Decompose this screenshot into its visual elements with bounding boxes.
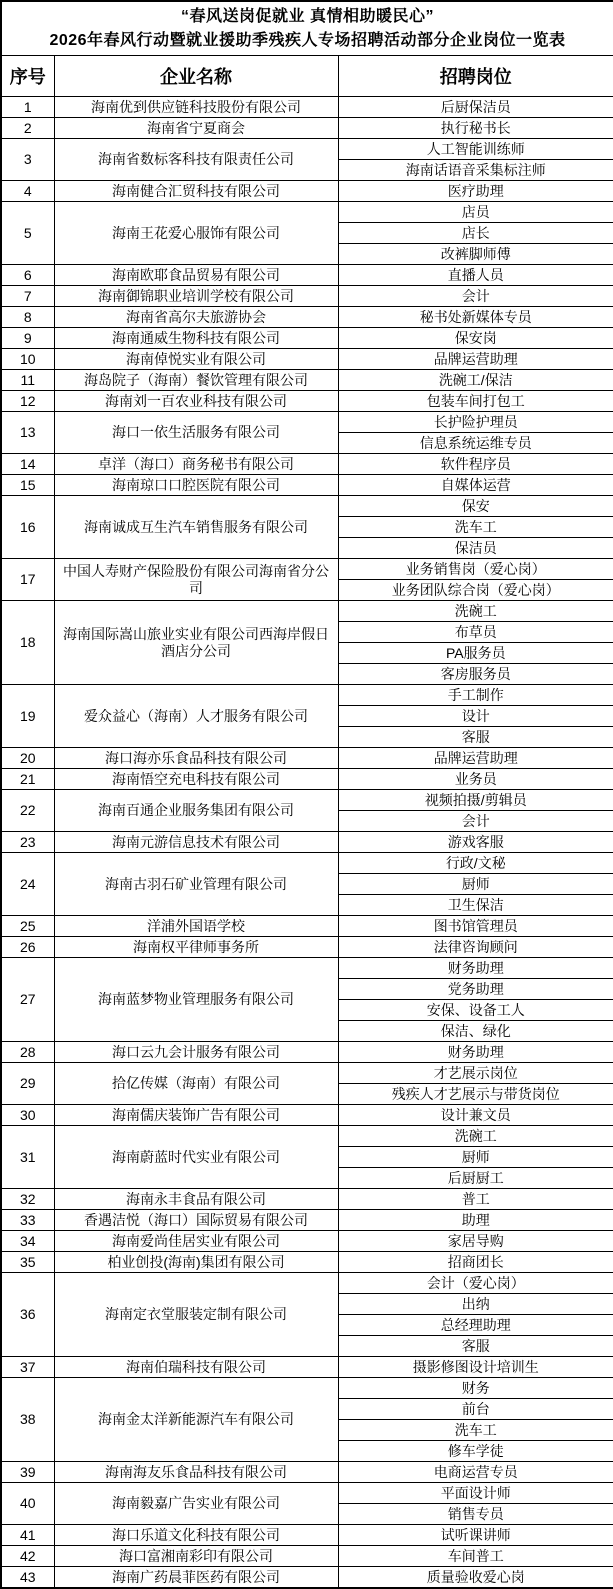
row-number-cell: 41 xyxy=(1,1525,54,1546)
company-name-cell: 海南诚成互生汽车销售服务有限公司 xyxy=(54,496,338,559)
row-number-cell: 40 xyxy=(1,1483,54,1525)
company-name-cell: 海南省宁夏商会 xyxy=(54,118,338,139)
table-row xyxy=(1,349,613,370)
position-cell: 招商团长 xyxy=(338,1252,613,1273)
row-number-cell: 14 xyxy=(1,454,54,475)
table-row xyxy=(1,769,613,790)
position-cell: 海南话语音采集标注师 xyxy=(338,160,613,181)
company-name-cell: 海南永丰食品有限公司 xyxy=(54,1189,338,1210)
company-name-cell: 海南欧耶食品贸易有限公司 xyxy=(54,265,338,286)
company-name-cell: 海南省高尔夫旅游协会 xyxy=(54,307,338,328)
header-no: 序号 xyxy=(1,56,54,97)
table-row xyxy=(1,601,613,622)
table-row xyxy=(1,1273,613,1294)
position-cell: 行政/文秘 xyxy=(338,853,613,874)
row-number-cell: 24 xyxy=(1,853,54,916)
position-cell: 家居导购 xyxy=(338,1231,613,1252)
position-cell: 保安岗 xyxy=(338,328,613,349)
position-cell: 布草员 xyxy=(338,622,613,643)
company-name-cell: 海南伯瑞科技有限公司 xyxy=(54,1357,338,1378)
company-name-cell: 海南蔚蓝时代实业有限公司 xyxy=(54,1126,338,1189)
company-name-cell: 海南广药晨菲医药有限公司 xyxy=(54,1567,338,1589)
position-cell: 车间普工 xyxy=(338,1546,613,1567)
table-row xyxy=(1,181,613,202)
position-cell: 手工制作 xyxy=(338,685,613,706)
company-name-cell: 海南国际嵩山旅业实业有限公司西海岸假日酒店分公司 xyxy=(54,601,338,685)
position-cell: 品牌运营助理 xyxy=(338,349,613,370)
company-name-cell: 海口乐道文化科技有限公司 xyxy=(54,1525,338,1546)
table-row xyxy=(1,496,613,517)
table-row xyxy=(1,958,613,979)
row-number-cell: 16 xyxy=(1,496,54,559)
company-name-cell: 海南爱尚佳居实业有限公司 xyxy=(54,1231,338,1252)
header-row xyxy=(1,56,613,97)
row-number-cell: 22 xyxy=(1,790,54,832)
position-cell: 软件程序员 xyxy=(338,454,613,475)
row-number-cell: 42 xyxy=(1,1546,54,1567)
company-name-cell: 海南悟空充电科技有限公司 xyxy=(54,769,338,790)
company-name-cell: 海口富湘南彩印有限公司 xyxy=(54,1546,338,1567)
table-row xyxy=(1,1063,613,1084)
company-name-cell: 海口海亦乐食品科技有限公司 xyxy=(54,748,338,769)
table-row xyxy=(1,685,613,706)
row-number-cell: 20 xyxy=(1,748,54,769)
row-number-cell: 13 xyxy=(1,412,54,454)
position-cell: 图书馆管理员 xyxy=(338,916,613,937)
company-name-cell: 海南倬悦实业有限公司 xyxy=(54,349,338,370)
company-name-cell: 海南金太洋新能源汽车有限公司 xyxy=(54,1378,338,1462)
row-number-cell: 3 xyxy=(1,139,54,181)
position-cell: 洗车工 xyxy=(338,1420,613,1441)
table-row xyxy=(1,475,613,496)
row-number-cell: 30 xyxy=(1,1105,54,1126)
company-name-cell: 爱众益心（海南）人才服务有限公司 xyxy=(54,685,338,748)
row-number-cell: 9 xyxy=(1,328,54,349)
company-name-cell: 海南通威生物科技有限公司 xyxy=(54,328,338,349)
position-cell: 设计兼文员 xyxy=(338,1105,613,1126)
position-cell: 财务 xyxy=(338,1378,613,1399)
row-number-cell: 29 xyxy=(1,1063,54,1105)
table-row xyxy=(1,1231,613,1252)
position-cell: 保洁员 xyxy=(338,538,613,559)
company-name-cell: 海南琼口口腔医院有限公司 xyxy=(54,475,338,496)
position-cell: 设计 xyxy=(338,706,613,727)
position-cell: 厨师 xyxy=(338,1147,613,1168)
company-name-cell: 海南权平律师事务所 xyxy=(54,937,338,958)
position-cell: 客服 xyxy=(338,727,613,748)
company-name-cell: 海南海友乐食品科技有限公司 xyxy=(54,1462,338,1483)
table-row xyxy=(1,853,613,874)
company-name-cell: 香遇洁悦（海口）国际贸易有限公司 xyxy=(54,1210,338,1231)
position-cell: 会计 xyxy=(338,286,613,307)
table-row xyxy=(1,1252,613,1273)
row-number-cell: 1 xyxy=(1,97,54,118)
row-number-cell: 11 xyxy=(1,370,54,391)
table-row xyxy=(1,916,613,937)
row-number-cell: 19 xyxy=(1,685,54,748)
position-cell: 摄影修图设计培训生 xyxy=(338,1357,613,1378)
table-title xyxy=(1,1,613,56)
row-number-cell: 28 xyxy=(1,1042,54,1063)
table-row xyxy=(1,1567,613,1589)
position-cell: 洗碗工 xyxy=(338,1126,613,1147)
position-cell: 财务助理 xyxy=(338,1042,613,1063)
row-number-cell: 39 xyxy=(1,1462,54,1483)
table-row xyxy=(1,559,613,580)
company-name-cell: 海南儒庆装饰广告有限公司 xyxy=(54,1105,338,1126)
table-row xyxy=(1,937,613,958)
position-cell: 客房服务员 xyxy=(338,664,613,685)
table-row xyxy=(1,370,613,391)
company-name-cell: 海南元游信息技术有限公司 xyxy=(54,832,338,853)
position-cell: 安保、设备工人 xyxy=(338,1000,613,1021)
position-cell: 视频拍摄/剪辑员 xyxy=(338,790,613,811)
position-cell: 残疾人才艺展示与带货岗位 xyxy=(338,1084,613,1105)
row-number-cell: 18 xyxy=(1,601,54,685)
table-row xyxy=(1,1483,613,1504)
table-row xyxy=(1,832,613,853)
company-name-cell: 海南毅嘉广告实业有限公司 xyxy=(54,1483,338,1525)
table-row xyxy=(1,202,613,223)
company-name-cell: 海南优到供应链科技股份有限公司 xyxy=(54,97,338,118)
position-cell: 法律咨询顾问 xyxy=(338,937,613,958)
company-name-cell: 卓洋（海口）商务秘书有限公司 xyxy=(54,454,338,475)
position-cell: 自媒体运营 xyxy=(338,475,613,496)
company-name-cell: 海南省数标客科技有限责任公司 xyxy=(54,139,338,181)
position-cell: 客服 xyxy=(338,1336,613,1357)
position-cell: 医疗助理 xyxy=(338,181,613,202)
row-number-cell: 26 xyxy=(1,937,54,958)
row-number-cell: 25 xyxy=(1,916,54,937)
position-cell: 厨师 xyxy=(338,874,613,895)
position-cell: 店长 xyxy=(338,223,613,244)
company-name-cell: 海口一依生活服务有限公司 xyxy=(54,412,338,454)
company-name-cell: 海南蓝梦物业管理服务有限公司 xyxy=(54,958,338,1042)
row-number-cell: 8 xyxy=(1,307,54,328)
row-number-cell: 33 xyxy=(1,1210,54,1231)
row-number-cell: 4 xyxy=(1,181,54,202)
position-cell: 业务销售岗（爱心岗） xyxy=(338,559,613,580)
row-number-cell: 10 xyxy=(1,349,54,370)
position-cell: 游戏客服 xyxy=(338,832,613,853)
table-row xyxy=(1,1189,613,1210)
table-row xyxy=(1,97,613,118)
table-row xyxy=(1,265,613,286)
company-name-cell: 拾亿传媒（海南）有限公司 xyxy=(54,1063,338,1105)
row-number-cell: 15 xyxy=(1,475,54,496)
table-row xyxy=(1,1210,613,1231)
row-number-cell: 38 xyxy=(1,1378,54,1462)
table-row xyxy=(1,1357,613,1378)
table-row xyxy=(1,391,613,412)
company-name-cell: 海南古羽石矿业管理有限公司 xyxy=(54,853,338,916)
position-cell: 洗碗工 xyxy=(338,601,613,622)
company-name-cell: 海岛院子（海南）餐饮管理有限公司 xyxy=(54,370,338,391)
company-name-cell: 海南刘一百农业科技有限公司 xyxy=(54,391,338,412)
position-cell: 信息系统运维专员 xyxy=(338,433,613,454)
table-row xyxy=(1,454,613,475)
position-cell: 包装车间打包工 xyxy=(338,391,613,412)
position-cell: 店员 xyxy=(338,202,613,223)
company-name-cell: 海南御锦职业培训学校有限公司 xyxy=(54,286,338,307)
row-number-cell: 7 xyxy=(1,286,54,307)
row-number-cell: 36 xyxy=(1,1273,54,1357)
position-cell: 业务员 xyxy=(338,769,613,790)
table-row xyxy=(1,1126,613,1147)
position-cell: 直播人员 xyxy=(338,265,613,286)
position-cell: 党务助理 xyxy=(338,979,613,1000)
row-number-cell: 32 xyxy=(1,1189,54,1210)
position-cell: 秘书处新媒体专员 xyxy=(338,307,613,328)
title-main: 2026年春风行动暨就业援助季残疾人专场招聘活动部分企业岗位一览表 xyxy=(49,31,566,49)
row-number-cell: 6 xyxy=(1,265,54,286)
company-name-cell: 柏业创投(海南)集团有限公司 xyxy=(54,1252,338,1273)
table-row xyxy=(1,748,613,769)
table-row xyxy=(1,412,613,433)
position-cell: 财务助理 xyxy=(338,958,613,979)
header-position: 招聘岗位 xyxy=(338,56,613,97)
table-row xyxy=(1,328,613,349)
header-company: 企业名称 xyxy=(54,56,338,97)
position-cell: 保安 xyxy=(338,496,613,517)
position-cell: 人工智能训练师 xyxy=(338,139,613,160)
row-number-cell: 37 xyxy=(1,1357,54,1378)
company-name-cell: 海南百通企业服务集团有限公司 xyxy=(54,790,338,832)
row-number-cell: 5 xyxy=(1,202,54,265)
position-cell: 修车学徒 xyxy=(338,1441,613,1462)
table-row xyxy=(1,1546,613,1567)
position-cell: 品牌运营助理 xyxy=(338,748,613,769)
position-cell: 会计（爱心岗） xyxy=(338,1273,613,1294)
company-name-cell: 海南健合汇贸科技有限公司 xyxy=(54,181,338,202)
row-number-cell: 23 xyxy=(1,832,54,853)
position-cell: 平面设计师 xyxy=(338,1483,613,1504)
row-number-cell: 31 xyxy=(1,1126,54,1189)
position-cell: 保洁、绿化 xyxy=(338,1021,613,1042)
position-cell: PA服务员 xyxy=(338,643,613,664)
title-row xyxy=(1,1,613,56)
position-cell: 质量验收爱心岗 xyxy=(338,1567,613,1589)
company-name-cell: 海口云九会计服务有限公司 xyxy=(54,1042,338,1063)
row-number-cell: 2 xyxy=(1,118,54,139)
table-row xyxy=(1,286,613,307)
table-row xyxy=(1,790,613,811)
position-cell: 卫生保洁 xyxy=(338,895,613,916)
position-cell: 长护险护理员 xyxy=(338,412,613,433)
position-cell: 后厨厨工 xyxy=(338,1168,613,1189)
position-cell: 洗车工 xyxy=(338,517,613,538)
row-number-cell: 43 xyxy=(1,1567,54,1589)
table-row xyxy=(1,139,613,160)
position-cell: 业务团队综合岗（爱心岗） xyxy=(338,580,613,601)
position-cell: 前台 xyxy=(338,1399,613,1420)
position-cell: 电商运营专员 xyxy=(338,1462,613,1483)
row-number-cell: 34 xyxy=(1,1231,54,1252)
table-row xyxy=(1,1378,613,1399)
title-slogan: “春风送岗促就业 真情相助暖民心” xyxy=(181,7,434,25)
position-cell: 总经理助理 xyxy=(338,1315,613,1336)
company-name-cell: 中国人寿财产保险股份有限公司海南省分公司 xyxy=(54,559,338,601)
table-row xyxy=(1,1462,613,1483)
company-name-cell: 海南王花爱心服饰有限公司 xyxy=(54,202,338,265)
position-cell: 才艺展示岗位 xyxy=(338,1063,613,1084)
row-number-cell: 17 xyxy=(1,559,54,601)
table-row xyxy=(1,307,613,328)
table-row xyxy=(1,118,613,139)
table-row xyxy=(1,1525,613,1546)
position-cell: 执行秘书长 xyxy=(338,118,613,139)
row-number-cell: 12 xyxy=(1,391,54,412)
row-number-cell: 21 xyxy=(1,769,54,790)
position-cell: 销售专员 xyxy=(338,1504,613,1525)
company-name-cell: 海南定衣堂服装定制有限公司 xyxy=(54,1273,338,1357)
position-cell: 洗碗工/保洁 xyxy=(338,370,613,391)
company-name-cell: 洋浦外国语学校 xyxy=(54,916,338,937)
position-cell: 助理 xyxy=(338,1210,613,1231)
table-row xyxy=(1,1042,613,1063)
position-cell: 普工 xyxy=(338,1189,613,1210)
row-number-cell: 35 xyxy=(1,1252,54,1273)
table-row xyxy=(1,1105,613,1126)
position-cell: 试听课讲师 xyxy=(338,1525,613,1546)
position-cell: 出纳 xyxy=(338,1294,613,1315)
position-cell: 后厨保洁员 xyxy=(338,97,613,118)
position-cell: 改裤脚师傅 xyxy=(338,244,613,265)
position-cell: 会计 xyxy=(338,811,613,832)
row-number-cell: 27 xyxy=(1,958,54,1042)
